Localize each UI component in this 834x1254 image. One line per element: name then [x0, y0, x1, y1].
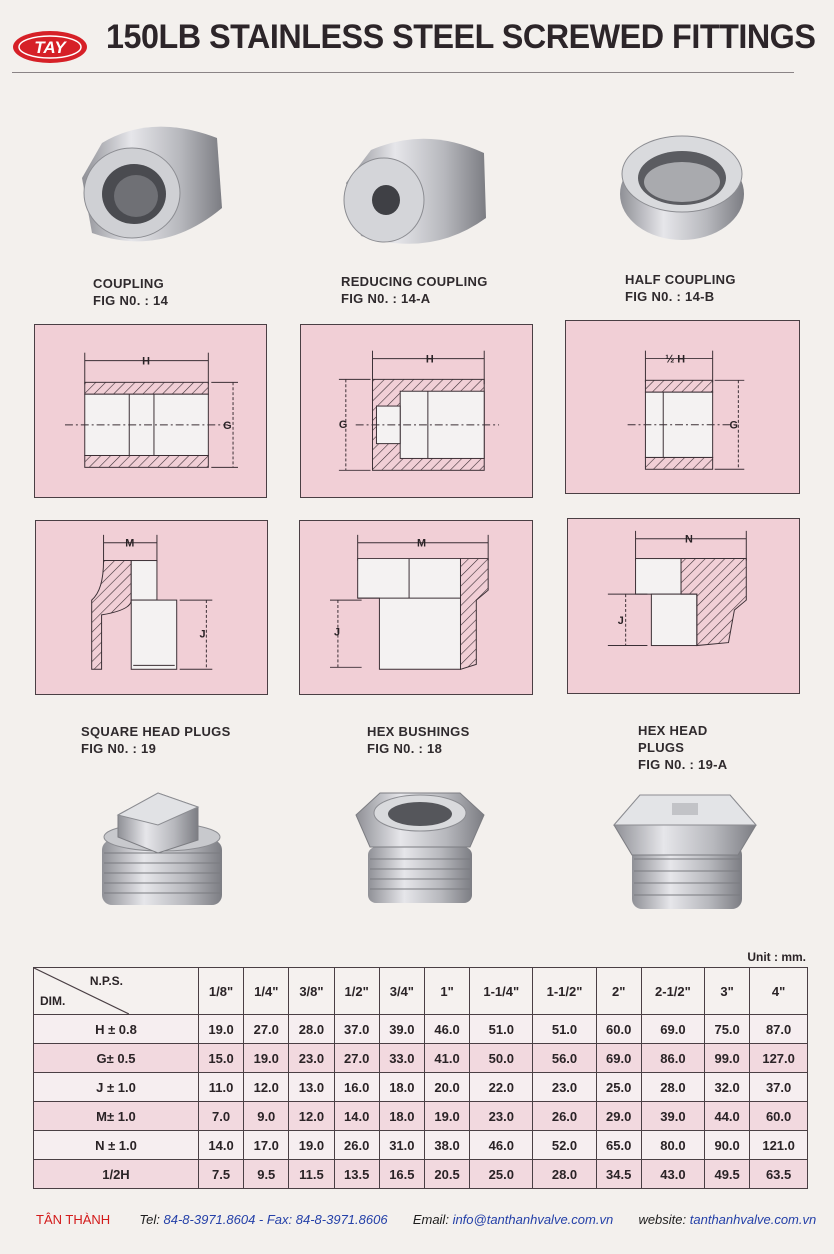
dimension-value: 27.0	[334, 1044, 379, 1073]
dimension-value: 31.0	[379, 1131, 424, 1160]
table-row	[34, 1131, 808, 1160]
dimension-value: 17.0	[244, 1131, 289, 1160]
company-name: TÂN THÀNH	[36, 1212, 111, 1227]
dimension-value: 49.5	[705, 1160, 750, 1189]
svg-text:TAY: TAY	[34, 38, 66, 57]
svg-text:G: G	[338, 418, 348, 431]
dimension-value: 18.0	[379, 1102, 424, 1131]
dimension-value: 13.0	[289, 1073, 334, 1102]
nps-label: N.P.S.	[89, 974, 123, 988]
dimension-value: 52.0	[533, 1131, 596, 1160]
dimension-value: 25.0	[470, 1160, 533, 1189]
dimension-value: 69.0	[596, 1044, 641, 1073]
dimension-value: 16.5	[379, 1160, 424, 1189]
dimension-value: 37.0	[334, 1015, 379, 1044]
svg-text:N: N	[684, 533, 693, 546]
half-coupling-diagram	[565, 320, 800, 494]
coupling-diagram	[34, 324, 267, 498]
size-header: 2"	[596, 968, 641, 1015]
square-head-plug-caption: SQUARE HEAD PLUGS FIG N0. : 19	[81, 724, 231, 756]
svg-text:H: H	[425, 353, 434, 366]
hex-head-plug-diagram	[567, 518, 800, 694]
email-link[interactable]: info@tanthanhvalve.com.vn	[452, 1212, 614, 1227]
dimension-value: 28.0	[289, 1015, 334, 1044]
dimension-value: 46.0	[470, 1131, 533, 1160]
hex-head-plug-caption: HEX HEAD PLUGS FIG N0. : 19-A	[638, 723, 728, 772]
dimension-value: 7.5	[198, 1160, 243, 1189]
dimension-value: 28.0	[641, 1073, 704, 1102]
size-header: 1-1/4"	[470, 968, 533, 1015]
dimension-value: 69.0	[641, 1015, 704, 1044]
dimension-value: 22.0	[470, 1073, 533, 1102]
dimension-value: 87.0	[750, 1015, 808, 1044]
half-coupling-caption: HALF COUPLING FIG N0. : 14-B	[625, 272, 736, 304]
page-title: 150LB STAINLESS STEEL SCREWED FITTINGS	[106, 18, 816, 56]
dimension-value: 19.0	[424, 1102, 469, 1131]
table-row	[34, 1073, 808, 1102]
dimension-value: 34.5	[596, 1160, 641, 1189]
dimension-value: 14.0	[334, 1102, 379, 1131]
hex-bushing-photo	[350, 785, 490, 910]
reducing-coupling-caption: REDUCING COUPLING FIG N0. : 14-A	[341, 274, 488, 306]
table-row	[34, 1044, 808, 1073]
dim-label: DIM.	[40, 994, 66, 1008]
size-header: 1/2"	[334, 968, 379, 1015]
dimension-value: 90.0	[705, 1131, 750, 1160]
dimension-value: 7.0	[198, 1102, 243, 1131]
dim-label-cell: 1/2H	[34, 1160, 199, 1189]
coupling-photo	[72, 118, 232, 258]
dimension-value: 60.0	[750, 1102, 808, 1131]
dimension-value: 51.0	[470, 1015, 533, 1044]
table-row	[34, 1015, 808, 1044]
svg-text:J: J	[199, 628, 206, 641]
dim-label-cell: G± 0.5	[34, 1044, 199, 1073]
dimension-value: 20.0	[424, 1073, 469, 1102]
dimension-value: 80.0	[641, 1131, 704, 1160]
dimension-value: 127.0	[750, 1044, 808, 1073]
hex-bushing-caption: HEX BUSHINGS FIG N0. : 18	[367, 724, 470, 756]
dimension-value: 11.5	[289, 1160, 334, 1189]
dimension-value: 20.5	[424, 1160, 469, 1189]
hex-head-plug-photo	[610, 785, 760, 915]
dim-label-cell: N ± 1.0	[34, 1131, 199, 1160]
size-header: 1-1/2"	[533, 968, 596, 1015]
dimension-value: 23.0	[533, 1073, 596, 1102]
size-header: 1"	[424, 968, 469, 1015]
hex-bushing-diagram	[299, 520, 533, 695]
dimension-value: 15.0	[198, 1044, 243, 1073]
dim-label-cell: M± 1.0	[34, 1102, 199, 1131]
svg-text:H: H	[142, 355, 150, 368]
reducing-coupling-photo	[336, 128, 494, 256]
reducing-coupling-diagram	[300, 324, 533, 498]
size-header: 3/4"	[379, 968, 424, 1015]
contact-footer	[36, 1212, 826, 1227]
dimension-value: 44.0	[705, 1102, 750, 1131]
dimension-value: 60.0	[596, 1015, 641, 1044]
dimension-value: 12.0	[244, 1073, 289, 1102]
dimension-value: 11.0	[198, 1073, 243, 1102]
table-row	[34, 1102, 808, 1131]
size-header: 2-1/2"	[641, 968, 704, 1015]
square-head-plug-diagram	[35, 520, 268, 695]
dimension-value: 9.5	[244, 1160, 289, 1189]
unit-label: Unit : mm.	[747, 950, 806, 964]
dimension-value: 29.0	[596, 1102, 641, 1131]
dimension-value: 86.0	[641, 1044, 704, 1073]
half-coupling-photo	[610, 124, 752, 246]
dimension-value: 33.0	[379, 1044, 424, 1073]
dimension-value: 26.0	[334, 1131, 379, 1160]
dimension-value: 56.0	[533, 1044, 596, 1073]
svg-text:J: J	[617, 614, 624, 627]
size-header: 3"	[705, 968, 750, 1015]
dimension-value: 65.0	[596, 1131, 641, 1160]
size-header: 3/8"	[289, 968, 334, 1015]
dimension-value: 43.0	[641, 1160, 704, 1189]
website-link[interactable]: tanthanhvalve.com.vn	[689, 1212, 817, 1227]
dimension-value: 12.0	[289, 1102, 334, 1131]
square-head-plug-photo	[98, 785, 230, 910]
dimensions-table	[33, 967, 808, 1189]
svg-text:M: M	[416, 537, 427, 550]
dimension-value: 26.0	[533, 1102, 596, 1131]
dimension-value: 37.0	[750, 1073, 808, 1102]
dimension-value: 32.0	[705, 1073, 750, 1102]
email-label: Email:	[412, 1212, 449, 1227]
dimension-value: 75.0	[705, 1015, 750, 1044]
svg-text:M: M	[125, 537, 135, 550]
svg-text:G: G	[223, 419, 232, 432]
dim-label-cell: H ± 0.8	[34, 1015, 199, 1044]
dimension-value: 25.0	[596, 1073, 641, 1102]
dimension-value: 38.0	[424, 1131, 469, 1160]
dimension-value: 51.0	[533, 1015, 596, 1044]
coupling-caption: COUPLING FIG N0. : 14	[93, 276, 169, 308]
dimension-value: 23.0	[470, 1102, 533, 1131]
dimension-value: 18.0	[379, 1073, 424, 1102]
size-header: 4"	[750, 968, 808, 1015]
dimension-value: 63.5	[750, 1160, 808, 1189]
svg-text:½ H: ½ H	[665, 353, 686, 366]
table-row	[34, 1160, 808, 1189]
dimension-value: 99.0	[705, 1044, 750, 1073]
dimension-value: 9.0	[244, 1102, 289, 1131]
dimension-value: 13.5	[334, 1160, 379, 1189]
header-divider	[12, 72, 794, 73]
tel-label: Tel:	[139, 1212, 160, 1227]
dimension-value: 14.0	[198, 1131, 243, 1160]
table-corner-cell	[34, 968, 199, 1015]
dimension-value: 19.0	[198, 1015, 243, 1044]
size-header: 1/8"	[198, 968, 243, 1015]
dimension-value: 23.0	[289, 1044, 334, 1073]
size-header: 1/4"	[244, 968, 289, 1015]
svg-text:J: J	[333, 626, 340, 639]
dimension-value: 121.0	[750, 1131, 808, 1160]
dimension-value: 39.0	[379, 1015, 424, 1044]
dimension-value: 46.0	[424, 1015, 469, 1044]
dimension-value: 39.0	[641, 1102, 704, 1131]
tel-fax-numbers: 84-8-3971.8604 - Fax: 84-8-3971.8606	[163, 1212, 388, 1227]
website-label: website:	[638, 1212, 687, 1227]
dimension-value: 19.0	[244, 1044, 289, 1073]
dimension-value: 28.0	[533, 1160, 596, 1189]
tay-logo	[12, 30, 88, 64]
svg-text:G: G	[729, 419, 738, 432]
dimension-value: 27.0	[244, 1015, 289, 1044]
dim-label-cell: J ± 1.0	[34, 1073, 199, 1102]
dimension-value: 41.0	[424, 1044, 469, 1073]
dimension-value: 19.0	[289, 1131, 334, 1160]
dimension-value: 50.0	[470, 1044, 533, 1073]
table-header-row	[34, 968, 808, 1015]
dimension-value: 16.0	[334, 1073, 379, 1102]
